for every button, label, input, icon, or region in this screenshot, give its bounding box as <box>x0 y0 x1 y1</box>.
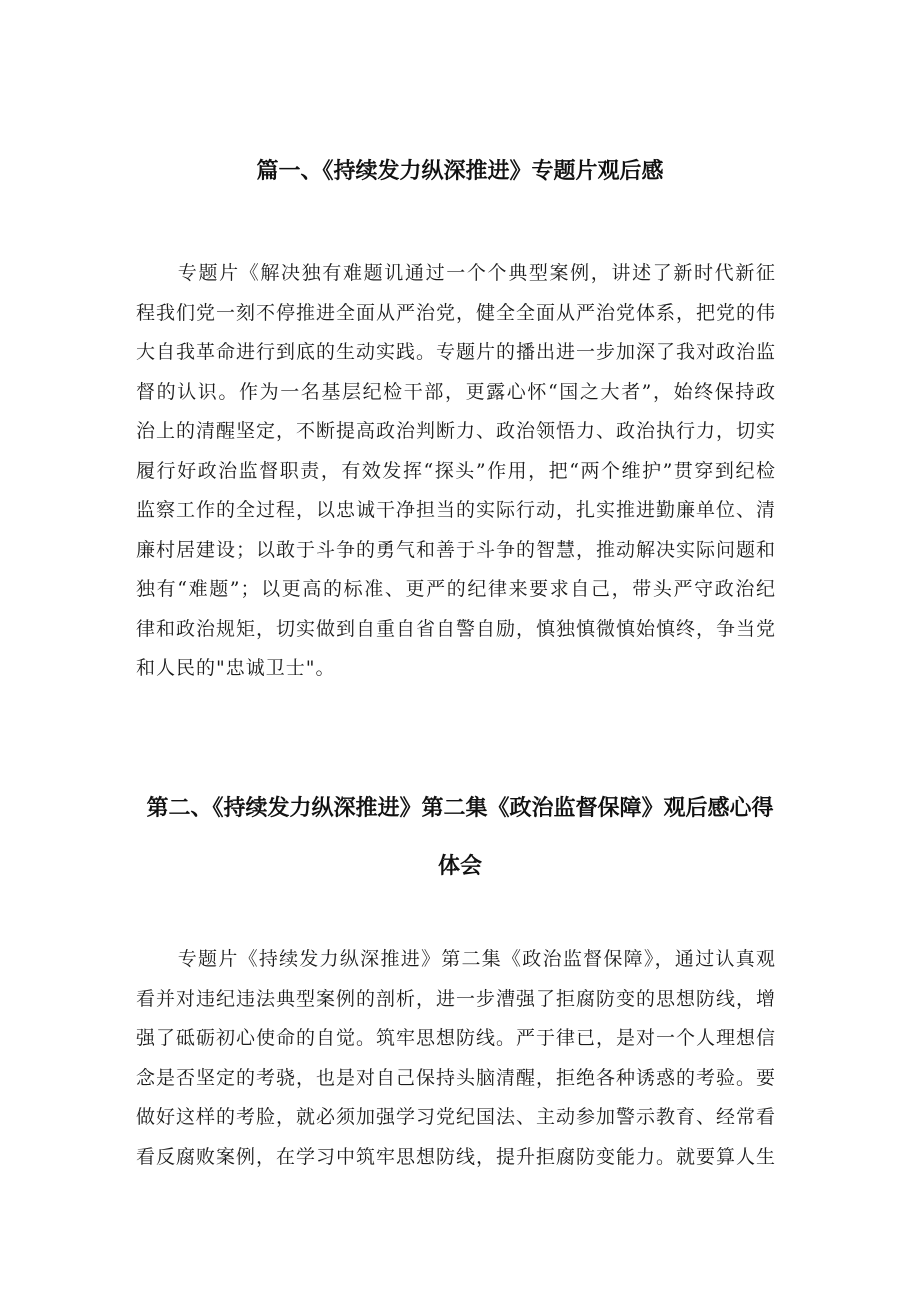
section-1-paragraph: 专题片《解决独有难题讥通过一个个典型案例，讲述了新时代新征程我们党一刻不停推进全面从严治党，健全全面从严治党体系，把党的伟大自我革命进行到底的生动实践。专题片的播出进一步加深了我对政治监督的认识。作为一名基层纪检干部，更露心怀“国之大者”，始终保持政治上的清醒坚定，不断提高政治判断力、政治领悟力、政治执行力，切实履行好政治监督职责，有效发挥“探头”作用，把“两个维护”贯穿到纪检监察工作的全过程，以忠诚干净担当的实际行动，扎实推进勤廉单位、清廉村居建设；以敢于斗争的勇气和善于斗争的智慧，推动解决实际问题和独有“难题”；以更高的标准、更严的纪律来要求自己，带头严守政治纪律和政治规矩，切实做到自重自省自警自励，慎独慎微慎始慎终，争当党和人民的"忠诚卫士"。 <box>136 262 777 679</box>
section-1-title: 篇一、《持续发力纵深推进》专题片观后感 <box>256 159 664 184</box>
section-2-title: 第二、《持续发力纵深推进》第二集《政治监督保障》观后感心得体会 <box>146 796 774 879</box>
section-2-paragraph: 专题片《持续发力纵深推进》第二集《政治监督保障》，通过认真观看并对违纪违法典型案例的剖析，进一步漕强了拒腐防变的思想防线，增强了砥砺初心使命的自觉。筑牢思想防线。严于律已，是对一个人理想信念是否坚定的考骁，也是对自己保持头脑清醒，拒绝各种诱惑的考验。要做好这样的考脸，就必须加强学习党纪国法、主动参加警示教育、经常看看反腐败案例，在学习中筑牢思想防线，提升拒腐防变能力。就要算人生 <box>136 948 777 1168</box>
